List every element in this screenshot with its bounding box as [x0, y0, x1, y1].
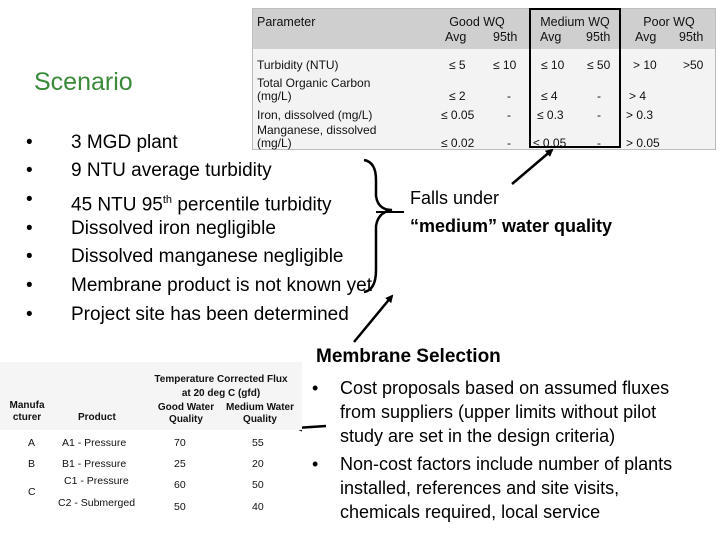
- flux-cell-product: A1 - Pressure: [62, 437, 127, 449]
- curly-bracket: [364, 160, 392, 292]
- wq-cell: ≤ 0.05: [533, 136, 567, 150]
- ms-bullet1-line3: study are set in the design criteria): [340, 426, 616, 446]
- flux-cell-product: C2 - Submerged: [58, 497, 136, 509]
- flux-cell-good: 50: [174, 501, 186, 513]
- flux-cell-product: C1 - Pressure: [64, 475, 129, 487]
- wq-header-good: Good WQ: [449, 15, 505, 29]
- flux-cell-medium: 50: [252, 479, 264, 491]
- wq-header-poor-avg: Avg: [635, 30, 657, 44]
- wq-header-medium: Medium WQ: [540, 15, 610, 29]
- bullet-dot: •: [26, 218, 33, 239]
- flux-cell-product: B1 - Pressure: [62, 458, 127, 470]
- flux-cell-mfr: A: [28, 437, 36, 449]
- scenario-title: Scenario: [34, 68, 133, 96]
- flux-cell-medium: 40: [252, 501, 264, 513]
- ms-bullet2-line1: Non-cost factors include number of plants: [340, 454, 673, 474]
- flux-cell-good: 25: [174, 458, 186, 470]
- flux-header-good-line2: Quality: [169, 414, 203, 425]
- flux-cell-mfr: C: [28, 486, 36, 498]
- wq-cell: -: [597, 89, 601, 103]
- flux-header-medium-line1: Medium Water: [226, 402, 294, 413]
- falls-under-line2: “medium” water quality: [410, 216, 613, 236]
- falls-under-line1: Falls under: [410, 188, 500, 208]
- wq-cell: > 0.3: [626, 108, 654, 122]
- wq-header-poor-95: 95th: [679, 30, 704, 44]
- wq-cell: ≤ 0.05: [441, 108, 475, 122]
- bullet-dot: •: [26, 132, 33, 153]
- wq-cell: -: [507, 108, 511, 122]
- flux-cell-good: 60: [174, 479, 186, 491]
- flux-cell-medium: 55: [252, 437, 264, 449]
- flux-cell-mfr: B: [28, 458, 36, 470]
- arrow-to-membrane-selection: [354, 296, 392, 342]
- wq-row-manganese-param-line1: Manganese, dissolved: [257, 123, 377, 137]
- wq-cell: ≤ 2: [449, 89, 466, 103]
- wq-header-good-95: 95th: [493, 30, 518, 44]
- wq-cell: ≤ 0.3: [537, 108, 564, 122]
- flux-header-medium-line2: Quality: [243, 414, 277, 425]
- wq-cell: ≤ 10: [493, 58, 517, 72]
- bullet-dot: •: [26, 246, 33, 267]
- flux-header-manufacturer-line2: cturer: [12, 412, 42, 423]
- wq-cell: ≤ 5: [449, 58, 466, 72]
- wq-cell: -: [597, 108, 601, 122]
- wq-cell: > 4: [629, 89, 647, 103]
- ms-bullet-dot: •: [312, 378, 319, 398]
- falls-under-note: [410, 184, 612, 240]
- bullet-dot: •: [26, 275, 33, 296]
- bullet-dot: •: [26, 189, 33, 210]
- bullet-text: Membrane product is not known yet: [71, 275, 372, 296]
- wq-cell: -: [597, 136, 601, 150]
- wq-header-poor: Poor WQ: [643, 15, 695, 29]
- wq-cell: -: [507, 136, 511, 150]
- wq-cell: ≤ 4: [541, 89, 558, 103]
- flux-cell-good: 70: [174, 437, 186, 449]
- wq-header-medium-avg: Avg: [540, 30, 562, 44]
- wq-header-medium-95: 95th: [586, 30, 611, 44]
- bullet-dot: •: [26, 160, 33, 181]
- bullet-text: Dissolved iron negligible: [71, 218, 276, 239]
- flux-header-title-line2: at 20 deg C (gfd): [181, 388, 261, 399]
- ms-bullet2-line2: installed, references and site visits,: [340, 478, 620, 498]
- ms-bullet-dot: •: [312, 454, 319, 474]
- bullet-text-post: percentile turbidity: [172, 194, 332, 216]
- wq-cell: > 0.05: [626, 136, 660, 150]
- wq-cell: >50: [683, 58, 704, 72]
- bullet-dot: •: [26, 304, 33, 325]
- flux-header-manufacturer-line1: Manufa: [9, 400, 45, 411]
- wq-row-toc-param-line1: Total Organic Carbon: [257, 76, 371, 90]
- ms-bullet1-line2: from suppliers (upper limits without pilot: [340, 402, 657, 422]
- wq-row-iron-param: Iron, dissolved (mg/L): [257, 108, 373, 122]
- arrow-to-medium-column: [512, 150, 552, 184]
- flux-cell-medium: 20: [252, 458, 264, 470]
- membrane-selection-title: Membrane Selection: [316, 346, 501, 367]
- wq-row-turbidity-param: Turbidity (NTU): [257, 58, 339, 72]
- bullet-text: Dissolved manganese negligible: [71, 246, 344, 267]
- bullet-text-pre: 45 NTU 95: [71, 194, 163, 216]
- wq-header-parameter: Parameter: [257, 15, 316, 29]
- wq-header-good-avg: Avg: [445, 30, 467, 44]
- flux-header-good-line1: Good Water: [157, 402, 215, 413]
- ms-bullet2-line3: chemicals required, local service: [340, 502, 601, 522]
- wq-row-manganese-param-line2: (mg/L): [257, 136, 292, 150]
- wq-cell: ≤ 50: [587, 58, 611, 72]
- bullet-text-sup: th: [162, 194, 173, 206]
- wq-cell: ≤ 10: [541, 58, 565, 72]
- bullet-text: 3 MGD plant: [71, 132, 178, 153]
- membrane-flux-table: [0, 362, 302, 524]
- bullet-text: 9 NTU average turbidity: [71, 160, 272, 181]
- wq-row-toc-param-line2: (mg/L): [257, 89, 292, 103]
- bullet-text: Project site has been determined: [71, 304, 349, 325]
- wq-cell: > 10: [633, 58, 657, 72]
- ms-bullet1-line1: Cost proposals based on assumed fluxes: [340, 378, 670, 398]
- wq-cell: -: [507, 89, 511, 103]
- wq-cell: ≤ 0.02: [441, 136, 475, 150]
- flux-header-product: Product: [78, 412, 116, 423]
- flux-header-title-line1: Temperature Corrected Flux: [154, 374, 288, 385]
